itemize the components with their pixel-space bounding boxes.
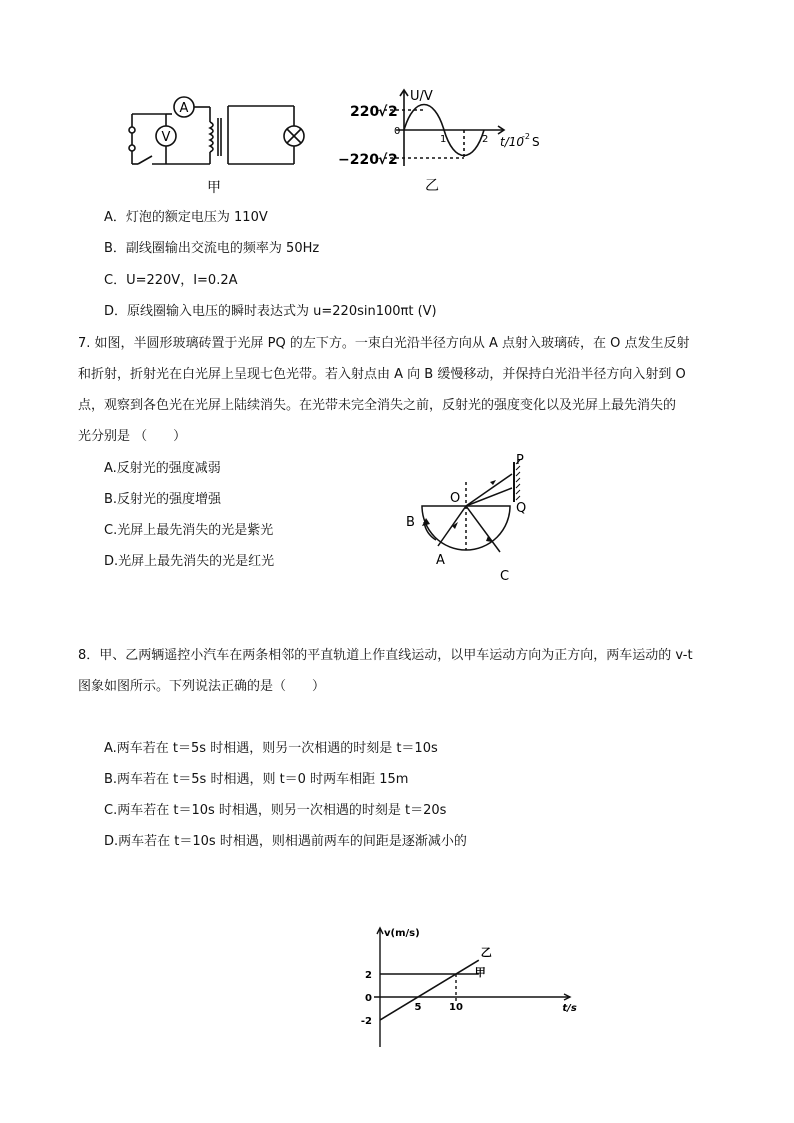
point-a: A	[436, 553, 445, 568]
q8-option-c: C.两车若在 t＝10s 时相遇，则另一次相遇的时刻是 t＝20s	[104, 803, 447, 818]
wave-sqrt-pos: 2	[388, 104, 398, 120]
y-tick-label: 2	[365, 970, 372, 981]
wave-peak-neg: −220	[338, 152, 379, 168]
wave-y-axis-label: U/V	[410, 89, 433, 104]
wave-x-axis-sup: -2	[522, 132, 530, 141]
wave-x-axis-unit: S	[532, 135, 540, 149]
ammeter-label: A	[179, 101, 189, 116]
q7-stem-line-1: 7. 如图，半圆形玻璃砖置于光屏 PQ 的左下方。一束白光沿半径方向从 A 点射入玻璃砖，在 O 点发生反射	[78, 336, 690, 351]
q8-option-b: B.两车若在 t＝5s 时相遇，则 t＝0 时两车相距 15m	[104, 772, 409, 787]
q8-stem-line-2: 图象如图所示。下列说法正确的是（ ）	[78, 679, 326, 694]
series-line-yi	[380, 960, 479, 1020]
svg-text:√: √	[378, 104, 388, 120]
circuit-figure	[118, 92, 318, 202]
q8-option-a: A.两车若在 t＝5s 时相遇，则另一次相遇的时刻是 t＝10s	[104, 741, 438, 756]
series-label-yi: 乙	[480, 946, 492, 960]
q6-option-c: C．U=220V，I=0.2A	[104, 273, 238, 288]
wave-x-axis-label: t/10	[500, 135, 525, 149]
q7-option-c: C.光屏上最先消失的光是紫光	[104, 523, 274, 538]
chart-x-axis-label: t/s	[562, 1003, 577, 1014]
q8-stem-line-1: 8．甲、乙两辆遥控小汽车在两条相邻的平直轨道上作直线运动，以甲车运动方向为正方向，两车运动的 v-t	[78, 648, 693, 663]
point-q: Q	[516, 501, 527, 516]
wave-caption: 乙	[425, 178, 439, 194]
wave-sqrt-neg: 2	[388, 152, 398, 168]
series-label-jia: 甲	[474, 966, 486, 979]
wave-tick-1: 1	[440, 134, 447, 145]
chart-y-axis-label: v(m/s)	[384, 928, 420, 939]
q6-option-b: B．副线圈输出交流电的频率为 50Hz	[104, 241, 320, 256]
wave-tick-2: 2	[482, 134, 489, 145]
q7-stem-line-2: 和折射，折射光在白光屏上呈现七色光带。若入射点由 A 向 B 缓慢移动，并保持白光沿半径方向入射到 O	[78, 367, 686, 382]
point-b: B	[406, 515, 415, 530]
q7-stem-line-3: 点，观察到各色光在光屏上陆续消失。在光带未完全消失之前，反射光的强度变化以及光屏上最先消失的	[78, 398, 677, 413]
q7-option-d: D.光屏上最先消失的光是红光	[104, 554, 275, 569]
point-p: P	[516, 453, 524, 468]
wave-peak-pos: 220	[350, 104, 380, 120]
glass-figure	[400, 452, 540, 586]
q6-option-d: D．原线圈输入电压的瞬时表达式为 u=220sin100πt (V)	[104, 304, 437, 319]
x-tick-label: 5	[414, 1002, 422, 1013]
wave-figure	[336, 86, 546, 198]
x-tick-label: 10	[449, 1002, 463, 1013]
y-tick-label: -2	[360, 1016, 372, 1027]
q6-option-a: A．灯泡的额定电压为 110V	[104, 210, 268, 225]
wave-origin: 0	[394, 126, 401, 137]
point-o: O	[450, 491, 461, 506]
y-tick-label: 0	[365, 993, 372, 1004]
point-c: C	[500, 569, 510, 584]
q7-option-b: B.反射光的强度增强	[104, 492, 222, 507]
q7-option-a: A.反射光的强度减弱	[104, 461, 221, 476]
voltmeter-label: V	[161, 130, 171, 145]
circuit-caption: 甲	[207, 180, 221, 196]
vt-chart	[340, 920, 577, 1055]
q7-stem-line-4: 光分别是 （ ）	[78, 429, 187, 444]
q8-option-d: D.两车若在 t＝10s 时相遇，则相遇前两车的间距是逐渐减小的	[104, 834, 467, 849]
svg-text:√: √	[378, 152, 388, 168]
